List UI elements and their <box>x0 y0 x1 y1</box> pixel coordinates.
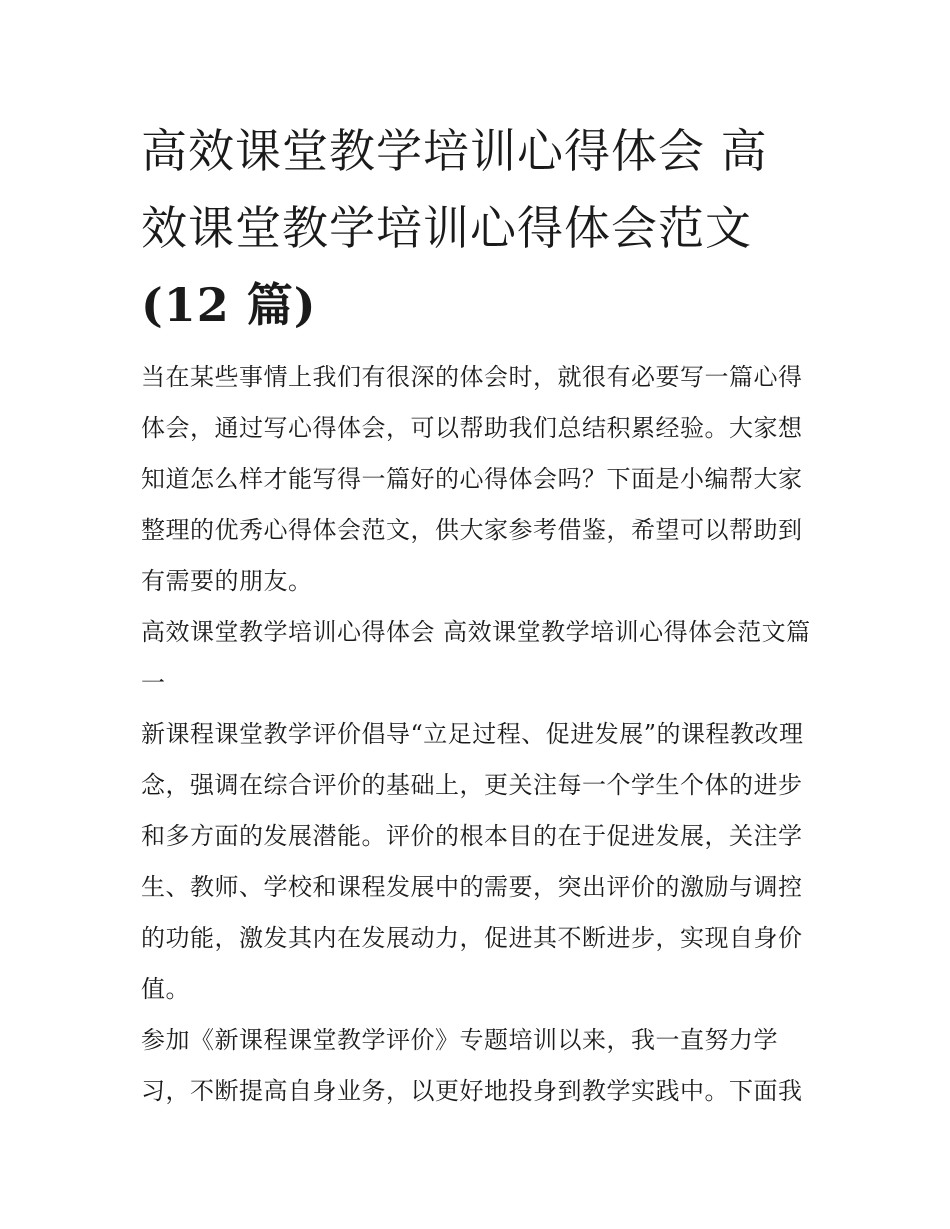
document-title <box>141 113 813 344</box>
document-title-suffix: (12 篇) <box>141 278 317 332</box>
body-paragraph-1: 新课程课堂教学评价倡导“立足过程、促进发展”的课程教改理念，强调在综合评价的基础上，更关注每一个学生个体的进步和多方面的发展潜能。评价的根本目的在于促进发展，关注学生、教师、学校和课程发展中的需要，突出评价的激励与调控的功能，激发其内在发展动力，促进其不断进步，实现自身价值。 <box>141 720 804 1003</box>
document-page <box>141 113 813 1117</box>
body-paragraph-2: 参加《新课程课堂教学评价》专题培训以来，我一直努力学习，不断提高自身业务，以更好地投身到教学实践中。下面我 <box>141 1026 803 1105</box>
section-heading: 高效课堂教学培训心得体会 高效课堂教学培训心得体会范文篇一 <box>141 618 811 697</box>
intro-paragraph: 当在某些事情上我们有很深的体会时，就很有必要写一篇心得体会，通过写心得体会，可以帮助我们总结积累经验。大家想知道怎么样才能写得一篇好的心得体会吗？下面是小编帮大家整理的优秀心得体会范文，供大家参考借鉴，希望可以帮助到有需要的朋友。 <box>141 363 803 595</box>
document-title-main: 高效课堂教学培训心得体会 高效课堂教学培训心得体会范文 <box>141 124 768 255</box>
